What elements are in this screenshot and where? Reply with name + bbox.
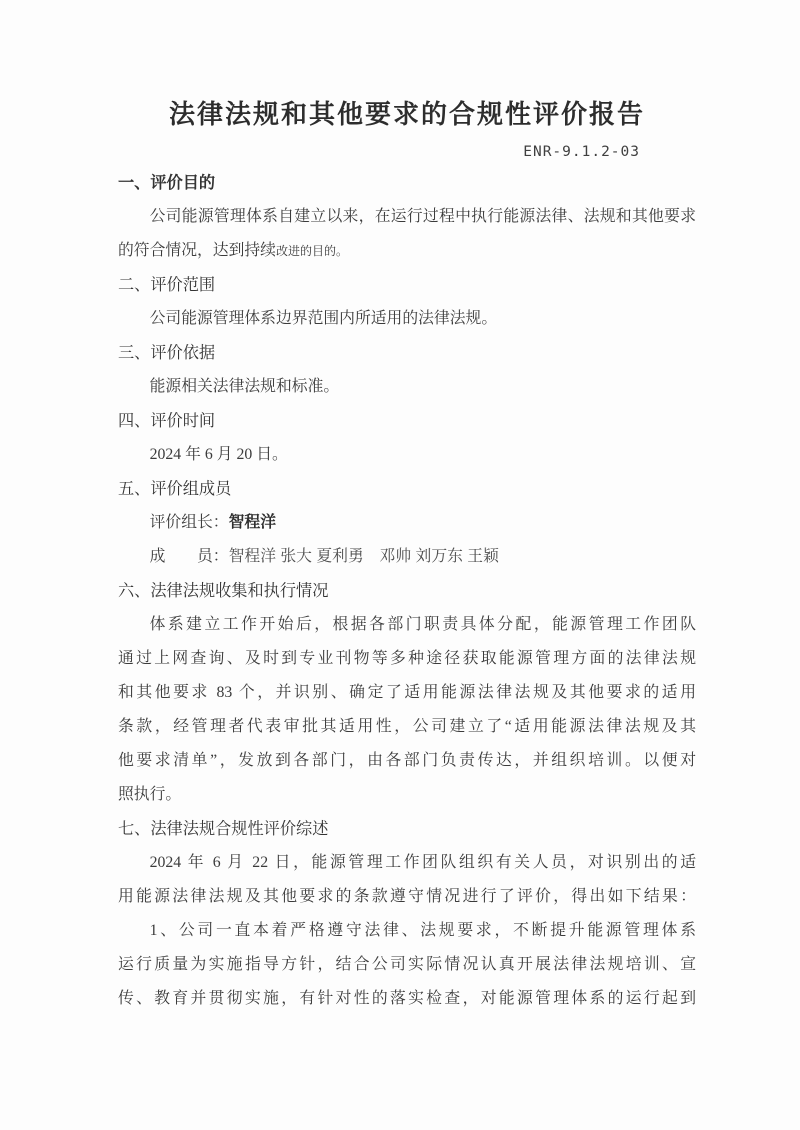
section-7-item1-line-3: 传、教育并贯彻实施，有针对性的落实检查，对能源管理体系的运行起到	[118, 990, 696, 1007]
section-6-line-5: 他要求清单”，发放到各部门，由各部门负责传达，并组织培训。以便对	[118, 752, 696, 769]
section-6-line-2: 通过上网查询、及时到专业刊物等多种途径获取能源管理方面的法律法规	[118, 650, 696, 667]
document-title: 法律法规和其他要求的合规性评价报告	[168, 100, 645, 129]
evaluation-leader-label: 评价组长：	[149, 514, 229, 531]
evaluation-leader-row	[118, 506, 696, 540]
section-6-line-1: 体系建立工作开始后，根据各部门职责具体分配，能源管理工作团队	[149, 616, 696, 633]
section-4-heading: 四、评价时间	[118, 412, 216, 430]
section-6-line-3: 和其他要求 83 个，并识别、确定了适用能源法律法规及其他要求的适用	[118, 684, 696, 701]
section-3-paragraph: 能源相关法律法规和标准。	[149, 378, 340, 395]
evaluation-members-names: 智程洋 张大 夏利勇 邓帅 刘万东 王颖	[228, 548, 499, 565]
section-6-line-6: 照执行。	[118, 786, 182, 803]
section-6-heading: 六、法律法规收集和执行情况	[118, 582, 329, 600]
section-6-line-4: 条款，经管理者代表审批其适用性，公司建立了“适用能源法律法规及其	[118, 718, 696, 735]
section-3-heading: 三、评价依据	[118, 344, 216, 362]
section-7-item1-line-2: 运行质量为实施指导方针，结合公司实际情况认真开展法律法规培训、宣	[118, 956, 696, 973]
section-2-paragraph: 公司能源管理体系边界范围内所适用的法律法规。	[149, 310, 498, 327]
section-4-paragraph: 2024 年 6 月 20 日。	[149, 446, 288, 463]
section-7-intro-line-2: 用能源法律法规及其他要求的条款遵守情况进行了评价，得出如下结果：	[118, 888, 696, 905]
evaluation-members-label: 成 员：	[149, 548, 229, 565]
section-5-heading: 五、评价组成员	[118, 480, 232, 498]
section-7-heading: 七、法律法规合规性评价综述	[118, 820, 329, 838]
section-1-heading: 一、评价目的	[118, 174, 216, 192]
section-7-item1-line-1: 1、公司一直本着严格遵守法律、法规要求，不断提升能源管理体系	[149, 922, 696, 939]
evaluation-leader-name: 智程洋	[228, 514, 276, 531]
evaluation-members-row	[118, 540, 696, 574]
document-body	[118, 166, 696, 1016]
section-1-line-2-small: 改进的目的。	[275, 244, 348, 258]
section-1-line-2	[118, 234, 696, 268]
section-2-heading: 二、评价范围	[118, 276, 216, 294]
document-code: ENR-9.1.2-03	[523, 144, 640, 160]
section-7-intro-line-1: 2024 年 6 月 22 日，能源管理工作团队组织有关人员，对识别出的适	[149, 854, 696, 871]
section-1-line-1: 公司能源管理体系自建立以来，在运行过程中执行能源法律、法规和其他要求	[149, 208, 696, 225]
section-1-line-2-main: 的符合情况，达到持续	[118, 242, 276, 259]
